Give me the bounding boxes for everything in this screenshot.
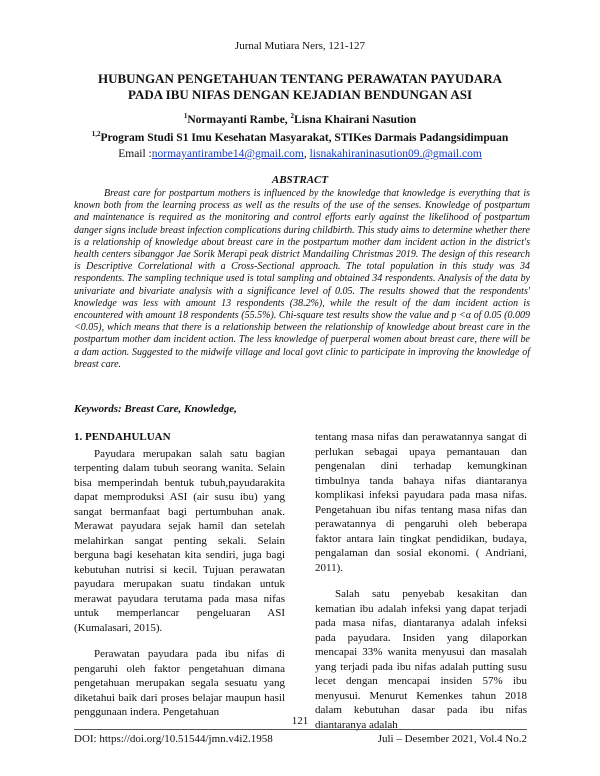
email-line (0, 148, 600, 160)
keywords: Keywords: Breast Care, Knowledge, (74, 403, 237, 415)
author-1: Normayanti Rambe, (187, 113, 291, 126)
authors (0, 112, 600, 126)
intro-paragraph-1: Payudara merupakan salah satu bagian terpenting dalam tubuh seorang wanita. Selain bisa memperindah bentuk tubuh,payudarakita dapat memproduksi ASI (air susu ibu) yang sangat bermanfaat bagi pertumbuhan anak. Merawat payudara sejak hamil dan setelah melahirkan sangat penting sekali. Selain berguna bagi kesehatan kita sendiri, juga bagi kebutuhan nutrisi si kecil. Tujuan perawatan payudara merupakan suatu tindakan untuk merawat payudara terutama pada masa nifas untuk memperlancar pengeluaran ASI (Kumalasari, 2015). (74, 447, 285, 634)
email-label: Email : (118, 148, 152, 160)
email-separator: , (303, 148, 310, 160)
paper-title (40, 71, 560, 103)
abstract-text: Breast care for postpartum mothers is influenced by the knowledge that knowledge is everything that is known both from the learning process as well as the results of the use of the senses. Knowledge of postpartum and maintenance is required as the monitoring and control efforts early against the likelihood of postpartum danger signs include breast infection complications during childbirth. This study aims to determine whether there is a relationship of knowledge about breast care in the postpartum mother dam incident action in the district's health centers sibanggor Jae Sorik Merapi peak district Mandailing Christmas 2019. The design of this research is Descriptive Correlational with a Cross-Sectional approach. The total population in this study was 34 respondents. The sampling technique used is total sampling and obtained 34 respondents. Analysis of the data by univariate and bivariate analysis with a significance level of 0.05. The results showed that the respondents' knowledge was less with amount 13 respondents (38.2%), while the result of the dam incident action is encountered with amount 18 respondents (55.5%). Chi-square test results show the value and p <α of 0.05 (0.009 <0.05), which means that there is a relationship between the relationship of knowledge about breast care in the postpartum mother dam incident action. The less knowledge of puerperal women about breast care, there will be a dam action. Suggested to the midwife village and local govt clinic to participate in improving the knowledge of breast care. (74, 188, 530, 370)
paper-title-line-2: PADA IBU NIFAS DENGAN KEJADIAN BENDUNGAN ASI (127, 87, 473, 102)
left-column (74, 430, 285, 720)
affiliation (0, 130, 600, 144)
doi-link[interactable]: DOI: https://doi.org/10.51544/jmn.v4i2.1958 (74, 733, 273, 745)
paper-title-line-1: HUBUNGAN PENGETAHUAN TENTANG PERAWATAN PAYUDARA (98, 71, 502, 86)
issue-info: Juli – Desember 2021, Vol.4 No.2 (377, 733, 527, 745)
author-2: Lisna Khairani Nasution (294, 113, 417, 126)
intro-paragraph-3: tentang masa nifas dan perawatannya sangat di perlukan sebagai upaya pemantauan dan pengenalan dini terhadap kemungkinan timbulnya tanda bahaya nifas diantaranya komplikasi infeksi payudara pada masa nifas. Pengetahuan ibu nifas tentang masa nifas dan perawatannya di pengaruhi oleh beberapa faktor antara lain tingkat pendidikan, budaya, pengalaman dan sosial ekonomi. ( Andriani, 2011). (315, 431, 527, 574)
abstract-body (74, 188, 530, 371)
affiliation-text: Program Studi S1 Imu Kesehatan Masyarakat, STIKes Darmais Padangsidimpuan (100, 131, 509, 144)
author-1-superscript: 1 (183, 112, 188, 120)
right-column (315, 430, 527, 732)
footer-divider (74, 729, 527, 730)
section-heading: 1. PENDAHULUAN (74, 431, 171, 443)
journal-header: Jurnal Mutiara Ners, 121-127 (234, 40, 366, 52)
email-link-2[interactable]: lisnakahiraninasution09.@gmail.com (309, 148, 482, 160)
affiliation-superscript: 1,2 (91, 130, 101, 138)
author-2-superscript: 2 (290, 112, 295, 120)
abstract-heading: ABSTRACT (271, 174, 329, 186)
page-number: 121 (291, 715, 309, 727)
intro-paragraph-2: Perawatan payudara pada ibu nifas di pengaruhi oleh faktor pengetahuan dimana pengetahuan merupakan segala sesuatu yang diketahui baik dari proses belajar maupun hasil penggunaan indera. Pengetahuan (74, 648, 285, 718)
intro-paragraph-4: Salah satu penyebab kesakitan dan kematian ibu adalah infeksi yang dapat terjadi pada masa nifas, diantaranya adalah infeksi pada payudara. Insiden yang dilaporkan mencapai 33% wanita menyusui dan masalah yang terjadi pada ibu nifas adalah putting susu lecet dengan mencapai insiden 57% ibu menyusui. Menurut Kemenkes tahun 2018 dalam kebutuhan dasar pada ibu nifas diantaranya adalah (315, 588, 527, 731)
email-link-1[interactable]: normayantirambe14@gmail.com (151, 148, 304, 160)
